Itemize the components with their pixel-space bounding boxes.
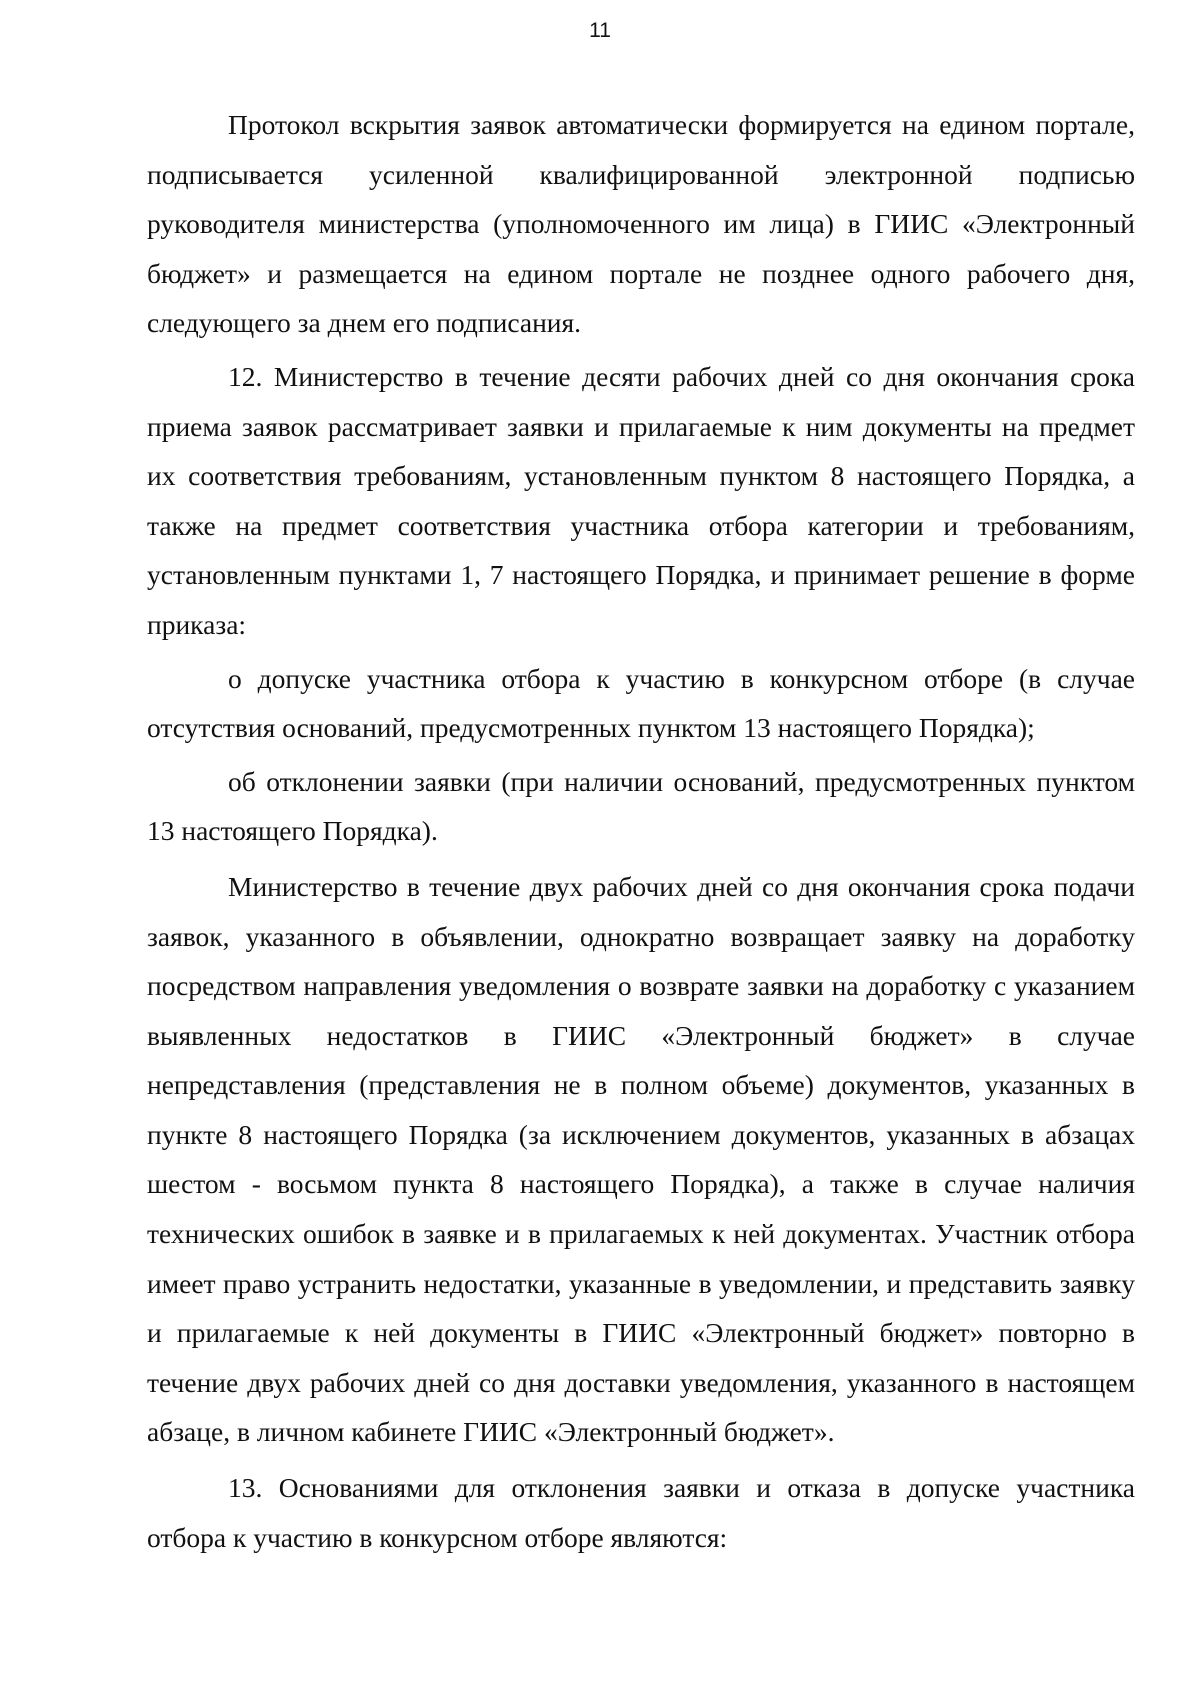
paragraph-protocol: Протокол вскрытия заявок автоматически формируется на едином портале, подписывается усиленной квалифицированной электронной подписью руководителя министерства (уполномоченного им лица) в ГИИС «Электронный бюджет» и размещается на едином портале не позднее одного рабочего дня, следующего за днем его подписания. (147, 109, 1135, 339)
paragraph-admission: о допуске участника отбора к участию в конкурсном отборе (в случае отсутствия оснований, предусмотренных пунктом 13 настоящего Порядка); (147, 662, 1135, 744)
paragraph-item-13: 13. Основаниями для отклонения заявки и отказа в допуске участника отбора к участию в конкурсном отборе являются: (147, 1472, 1135, 1553)
page-number: 11 (589, 19, 611, 42)
paragraph-return-for-revision: Министерство в течение двух рабочих дней со дня окончания срока подачи заявок, указанного в объявлении, однократно возвращает заявку на доработку посредством направления уведомления о возврате заявки на доработку с указанием выявленных недостатков в ГИИС «Электронный бюджет» в случае непредставления (представления не в полном объеме) документов, указанных в пункте 8 настоящего Порядка (за исключением документов, указанных в абзацах шестом - восьмом пункта 8 настоящего Порядка), а также в случае наличия технических ошибок в заявке и в прилагаемых к ней документах. Участник отбора имеет право устранить недостатки, указанные в уведомлении, и представить заявку и прилагаемые к ней документы в ГИИС «Электронный бюджет» повторно в течение двух рабочих дней со дня доставки уведомления, указанного в настоящем абзаце, в личном кабинете ГИИС «Электронный бюджет». (147, 870, 1135, 1448)
document-body (147, 100, 1135, 1562)
paragraph-item-12: 12. Министерство в течение десяти рабочих дней со дня окончания срока приема заявок рассматривает заявки и прилагаемые к ним документы на предмет их соответствия требованиям, установленным пунктом 8 настоящего Порядка, а также на предмет соответствия участника отбора категории и требованиям, установленным пунктами 1, 7 настоящего Порядка, и принимает решение в форме приказа: (147, 360, 1135, 640)
paragraph-rejection: об отклонении заявки (при наличии оснований, предусмотренных пунктом 13 настоящего Порядка). (147, 765, 1135, 847)
